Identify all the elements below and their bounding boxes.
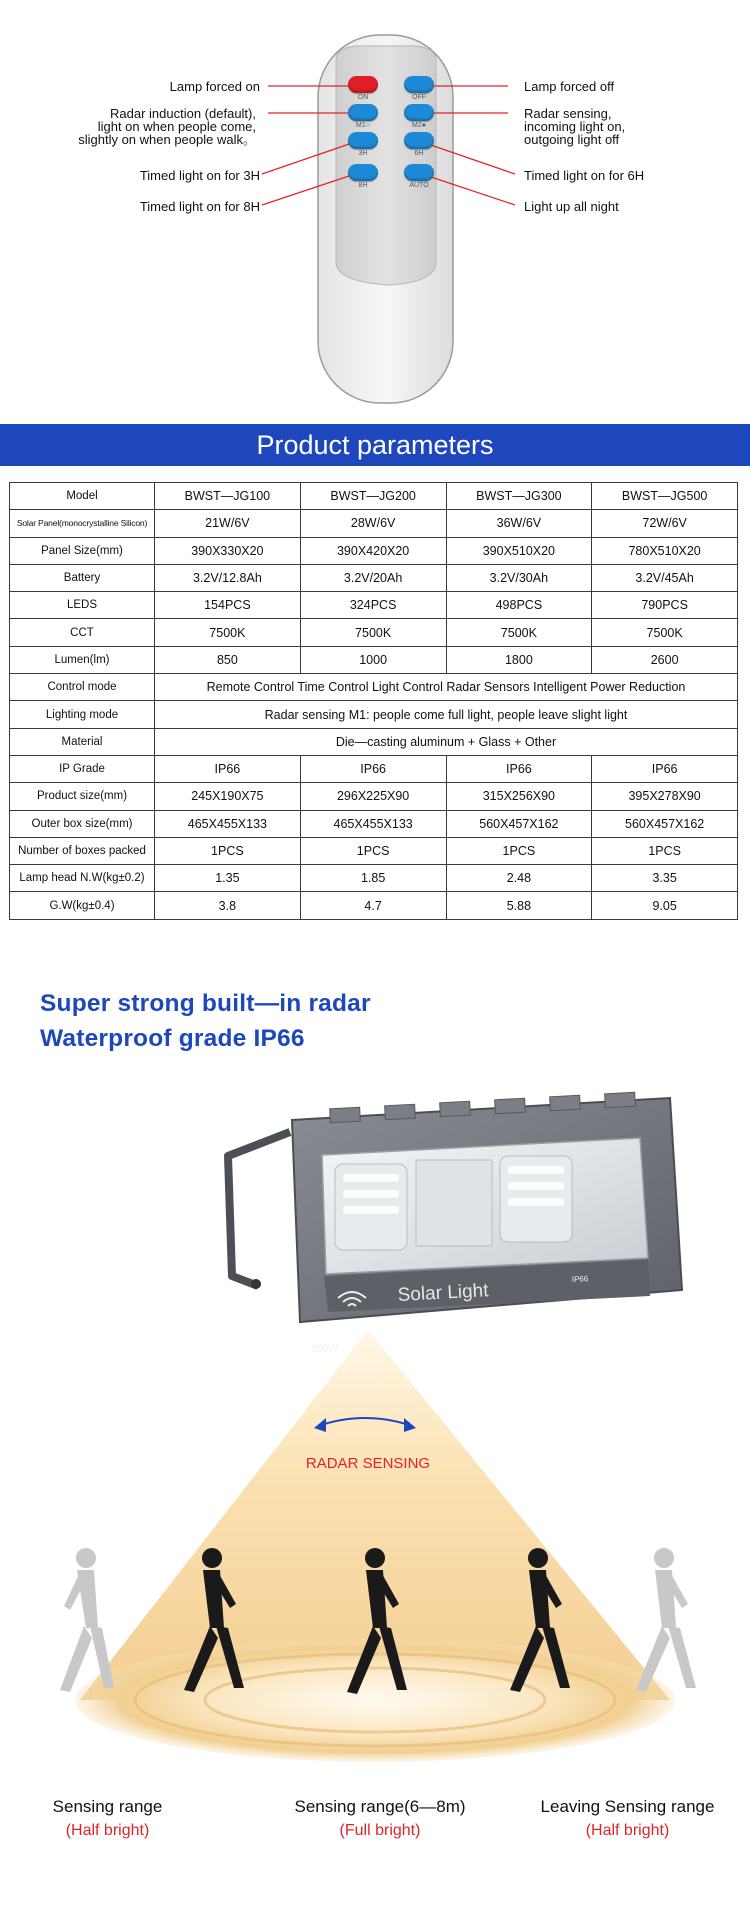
param-cell: 1PCS	[446, 837, 592, 864]
remote-button-4[interactable]	[348, 132, 378, 149]
param-cell: 315X256X90	[446, 783, 592, 810]
param-row	[10, 537, 738, 564]
lamp-power: 200W	[311, 1342, 339, 1355]
label-lamp-forced-on: Lamp forced on	[169, 79, 260, 94]
param-row-label: Battery	[10, 564, 155, 591]
radar-illustration	[0, 1060, 750, 1840]
radar-sensing-label: RADAR SENSING	[305, 1455, 431, 1472]
param-cell: 36W/6V	[446, 510, 592, 537]
remote-button-caption-1: OFF	[412, 94, 426, 101]
param-row	[10, 783, 738, 810]
param-cell: 1.35	[155, 865, 301, 892]
param-cell: 560X457X162	[446, 810, 592, 837]
param-cell: 21W/6V	[155, 510, 301, 537]
param-cell: IP66	[155, 755, 301, 782]
param-cell: 7500K	[592, 619, 738, 646]
param-cell: 850	[155, 646, 301, 673]
param-cell-span: Remote Control Time Control Light Control Radar Sensors Intelligent Power Reduction	[155, 674, 738, 701]
param-cell: 3.2V/12.8Ah	[155, 564, 301, 591]
remote-button-0[interactable]	[348, 76, 378, 93]
param-cell: 28W/6V	[300, 510, 446, 537]
param-cell: IP66	[300, 755, 446, 782]
caption-sensing-range-center: Sensing range(6—8m)	[294, 1797, 466, 1816]
person-faded-left	[60, 1548, 114, 1692]
param-cell: 498PCS	[446, 592, 592, 619]
remote-button-caption-3: M2●	[412, 122, 426, 129]
remote-button-2[interactable]	[348, 104, 378, 121]
param-cell: IP66	[446, 755, 592, 782]
param-row	[10, 646, 738, 673]
param-row	[10, 892, 738, 919]
label-lamp-forced-off: Lamp forced off	[524, 79, 615, 94]
param-row-label: Number of boxes packed	[10, 837, 155, 864]
param-row-label: Solar Panel(monocrystalline Silicon)	[10, 510, 155, 537]
sensing-floor-area	[75, 1638, 675, 1762]
lamp-text: Solar Light	[397, 1280, 489, 1306]
param-cell: 390X420X20	[300, 537, 446, 564]
param-row-label: Outer box size(mm)	[10, 810, 155, 837]
param-cell: 1800	[446, 646, 592, 673]
param-cell: 1000	[300, 646, 446, 673]
param-row-label: G.W(kg±0.4)	[10, 892, 155, 919]
param-row	[10, 728, 738, 755]
param-row	[10, 483, 738, 510]
param-cell: 4.7	[300, 892, 446, 919]
label-radar-sensing-line-3: outgoing light off	[524, 132, 620, 147]
caption-half-bright-left: (Half bright)	[65, 1822, 150, 1839]
param-cell: 5.88	[446, 892, 592, 919]
param-cell: 3.35	[592, 865, 738, 892]
param-cell: 465X455X133	[300, 810, 446, 837]
param-cell: BWST—JG100	[155, 483, 301, 510]
param-row	[10, 837, 738, 864]
product-parameters-header: Product parameters	[0, 424, 750, 466]
param-row	[10, 865, 738, 892]
label-radar-sensing	[524, 107, 625, 146]
remote-button-caption-0: ON	[357, 94, 369, 101]
param-cell: 154PCS	[155, 592, 301, 619]
param-row-label: Lamp head N.W(kg±0.2)	[10, 865, 155, 892]
remote-button-caption-2: M1○	[356, 122, 370, 129]
param-row-label: Material	[10, 728, 155, 755]
param-row	[10, 564, 738, 591]
param-cell: 7500K	[300, 619, 446, 646]
param-row-label: Model	[10, 483, 155, 510]
label-timed-6h: Timed light on for 6H	[524, 168, 645, 183]
param-cell: 72W/6V	[592, 510, 738, 537]
caption-sensing-range-left: Sensing range	[52, 1797, 163, 1816]
param-cell: 3.2V/45Ah	[592, 564, 738, 591]
remote-diagram	[0, 0, 750, 420]
headline-waterproof: Waterproof grade IP66	[40, 1025, 305, 1052]
param-cell: 3.8	[155, 892, 301, 919]
param-row-label: LEDS	[10, 592, 155, 619]
param-cell: 3.2V/20Ah	[300, 564, 446, 591]
param-cell: 465X455X133	[155, 810, 301, 837]
remote-button-caption-5: 6H	[414, 150, 424, 157]
caption-half-bright-right: (Half bright)	[585, 1822, 670, 1839]
param-cell: 7500K	[155, 619, 301, 646]
param-row-label: Lumen(lm)	[10, 646, 155, 673]
param-row-label: Product size(mm)	[10, 783, 155, 810]
param-cell: BWST—JG500	[592, 483, 738, 510]
bracket-bolt	[251, 1279, 261, 1289]
label-light-all-night: Light up all night	[524, 199, 619, 214]
param-cell: 3.2V/30Ah	[446, 564, 592, 591]
param-cell: 390X330X20	[155, 537, 301, 564]
param-cell-span: Radar sensing M1: people come full light, people leave slight light	[155, 701, 738, 728]
param-row-label: Panel Size(mm)	[10, 537, 155, 564]
param-cell: 1PCS	[592, 837, 738, 864]
caption-full-bright: (Full bright)	[339, 1822, 421, 1839]
param-row-label: Lighting mode	[10, 701, 155, 728]
param-cell: 1.85	[300, 865, 446, 892]
param-row-label: IP Grade	[10, 755, 155, 782]
remote-button-5[interactable]	[404, 132, 434, 149]
param-row	[10, 619, 738, 646]
label-radar-sensing-line-1: Radar sensing,	[524, 106, 612, 121]
label-radar-induction-line-1: Radar induction (default),	[110, 106, 256, 121]
param-cell: 296X225X90	[300, 783, 446, 810]
label-radar-sensing-line-2: incoming light on,	[524, 119, 626, 134]
param-cell: BWST—JG300	[446, 483, 592, 510]
param-cell: 2600	[592, 646, 738, 673]
remote-button-caption-4: 3H	[358, 150, 368, 157]
remote-button-6[interactable]	[348, 164, 378, 181]
remote-button-3[interactable]	[404, 104, 434, 121]
param-cell: 7500K	[446, 619, 592, 646]
param-cell: 9.05	[592, 892, 738, 919]
remote-button-1[interactable]	[404, 76, 434, 93]
param-cell: BWST—JG200	[300, 483, 446, 510]
param-row	[10, 755, 738, 782]
label-radar-induction-line-3: slightly on when people walk。	[78, 132, 256, 147]
remote-button-caption-6: 8H	[358, 182, 368, 189]
caption-leaving-sensing-range: Leaving Sensing range	[540, 1797, 715, 1816]
param-row	[10, 674, 738, 701]
param-cell: 1PCS	[300, 837, 446, 864]
param-cell: 245X190X75	[155, 783, 301, 810]
remote-button-7[interactable]	[404, 164, 434, 181]
person-faded-right	[636, 1548, 696, 1692]
param-cell: 790PCS	[592, 592, 738, 619]
param-cell: 324PCS	[300, 592, 446, 619]
param-row-label: Control mode	[10, 674, 155, 701]
param-row-label: CCT	[10, 619, 155, 646]
param-cell: 395X278X90	[592, 783, 738, 810]
param-cell-span: Die—casting aluminum + Glass + Other	[155, 728, 738, 755]
param-cell: 1PCS	[155, 837, 301, 864]
param-row	[10, 810, 738, 837]
label-timed-8h: Timed light on for 8H	[139, 199, 260, 214]
label-radar-induction	[78, 107, 256, 146]
led-modules	[335, 1156, 572, 1250]
product-parameters-table	[9, 482, 738, 920]
headline-radar: Super strong built—in radar	[40, 990, 371, 1017]
param-cell: IP66	[592, 755, 738, 782]
param-row	[10, 510, 738, 537]
remote-diagram-section	[0, 0, 750, 420]
label-radar-induction-line-2: light on when people come,	[97, 119, 256, 134]
param-row	[10, 592, 738, 619]
remote-button-caption-7: AUTO	[409, 182, 429, 189]
param-cell: 780X510X20	[592, 537, 738, 564]
lamp-bracket	[228, 1132, 290, 1286]
param-cell: 2.48	[446, 865, 592, 892]
label-timed-3h: Timed light on for 3H	[139, 168, 260, 183]
param-cell: 390X510X20	[446, 537, 592, 564]
lamp-ip-badge: IP66	[571, 1274, 589, 1284]
param-row	[10, 701, 738, 728]
param-cell: 560X457X162	[592, 810, 738, 837]
